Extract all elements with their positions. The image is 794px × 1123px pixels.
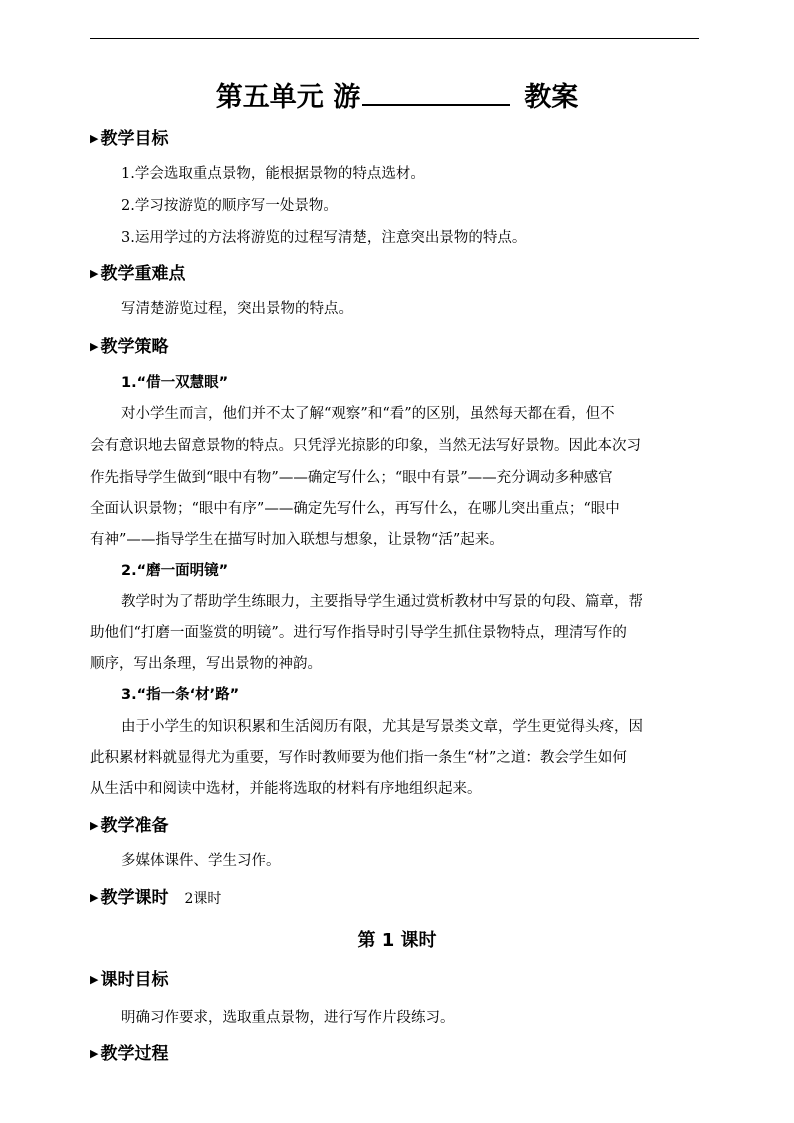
strategy-3-line: 由于小学生的知识积累和生活阅历有限，尤其是写景类文章，学生更觉得头疼，因 bbox=[121, 719, 643, 735]
triangle-icon: ▶ bbox=[90, 973, 99, 986]
heading-preparation: ▶ 教学准备 bbox=[90, 816, 169, 836]
strategy-1-line: 对小学生而言，他们并不太了解“观察”和“看”的区别，虽然每天都在看，但不 bbox=[121, 406, 615, 422]
strategy-1-line: 会有意识地去留意景物的特点。只凭浮光掠影的印象，当然无法写好景物。因此本次习 bbox=[90, 438, 641, 454]
goal-item-2: 2.学习按游览的顺序写一处景物。 bbox=[121, 198, 338, 214]
strategy-3-line: 从生活中和阅读中选材，并能将选取的材料有序地组织起来。 bbox=[90, 781, 482, 797]
triangle-icon: ▶ bbox=[90, 267, 99, 280]
strategy-2-line: 顺序，写出条理，写出景物的神韵。 bbox=[90, 656, 322, 672]
header-rule bbox=[90, 38, 699, 39]
heading-process: ▶ 教学过程 bbox=[90, 1044, 169, 1064]
strategy-1-title: 1.“借一双慧眼” bbox=[121, 375, 229, 391]
heading-strategy: ▶ 教学策略 bbox=[90, 337, 169, 357]
title-blank bbox=[362, 78, 510, 106]
heading-lesson-goals: ▶ 课时目标 bbox=[90, 970, 169, 990]
key-points-text: 写清楚游览过程，突出景物的特点。 bbox=[121, 301, 353, 317]
goal-item-3: 3.运用学过的方法将游览的过程写清楚，注意突出景物的特点。 bbox=[121, 230, 527, 246]
strategy-1-line: 全面认识景物；“眼中有序”——确定先写什么，再写什么，在哪儿突出重点；“眼中 bbox=[90, 501, 620, 517]
heading-class-hours: ▶ 教学课时 2课时 bbox=[90, 888, 222, 908]
lesson-goal-text: 明确习作要求，选取重点景物，进行写作片段练习。 bbox=[121, 1010, 455, 1026]
strategy-2-line: 助他们“打磨一面鉴赏的明镜”。进行写作指导时引导学生抓住景物特点，理清写作的 bbox=[90, 625, 627, 641]
class-hours-value: 2课时 bbox=[184, 891, 222, 907]
triangle-icon: ▶ bbox=[90, 340, 99, 353]
strategy-1-line: 作先指导学生做到“眼中有物”——确定写什么；“眼中有景”——充分调动多种感官 bbox=[90, 470, 613, 486]
heading-goals: ▶ 教学目标 bbox=[90, 129, 169, 149]
triangle-icon: ▶ bbox=[90, 891, 99, 904]
strategy-2-line: 教学时为了帮助学生练眼力，主要指导学生通过赏析教材中写景的句段、篇章，帮 bbox=[121, 594, 643, 610]
preparation-text: 多媒体课件、学生习作。 bbox=[121, 853, 281, 869]
page-title bbox=[0, 78, 794, 118]
triangle-icon: ▶ bbox=[90, 1047, 99, 1060]
title-prefix: 第五单元 游 bbox=[215, 82, 361, 113]
heading-key-points: ▶ 教学重难点 bbox=[90, 264, 186, 284]
strategy-3-title: 3.“指一条‘材’路” bbox=[121, 687, 240, 703]
strategy-1-line: 有神”——指导学生在描写时加入联想与想象，让景物“活”起来。 bbox=[90, 532, 504, 548]
triangle-icon: ▶ bbox=[90, 132, 99, 145]
strategy-2-title: 2.“磨一面明镜” bbox=[121, 563, 229, 579]
lesson-1-title: 第 1 课时 bbox=[357, 930, 437, 951]
title-suffix: 教案 bbox=[524, 82, 579, 113]
goal-item-1: 1.学会选取重点景物，能根据景物的特点选材。 bbox=[121, 166, 425, 182]
triangle-icon: ▶ bbox=[90, 819, 99, 832]
strategy-3-line: 此积累材料就显得尤为重要，写作时教师要为他们指一条生“材”之道：教会学生如何 bbox=[90, 750, 627, 766]
